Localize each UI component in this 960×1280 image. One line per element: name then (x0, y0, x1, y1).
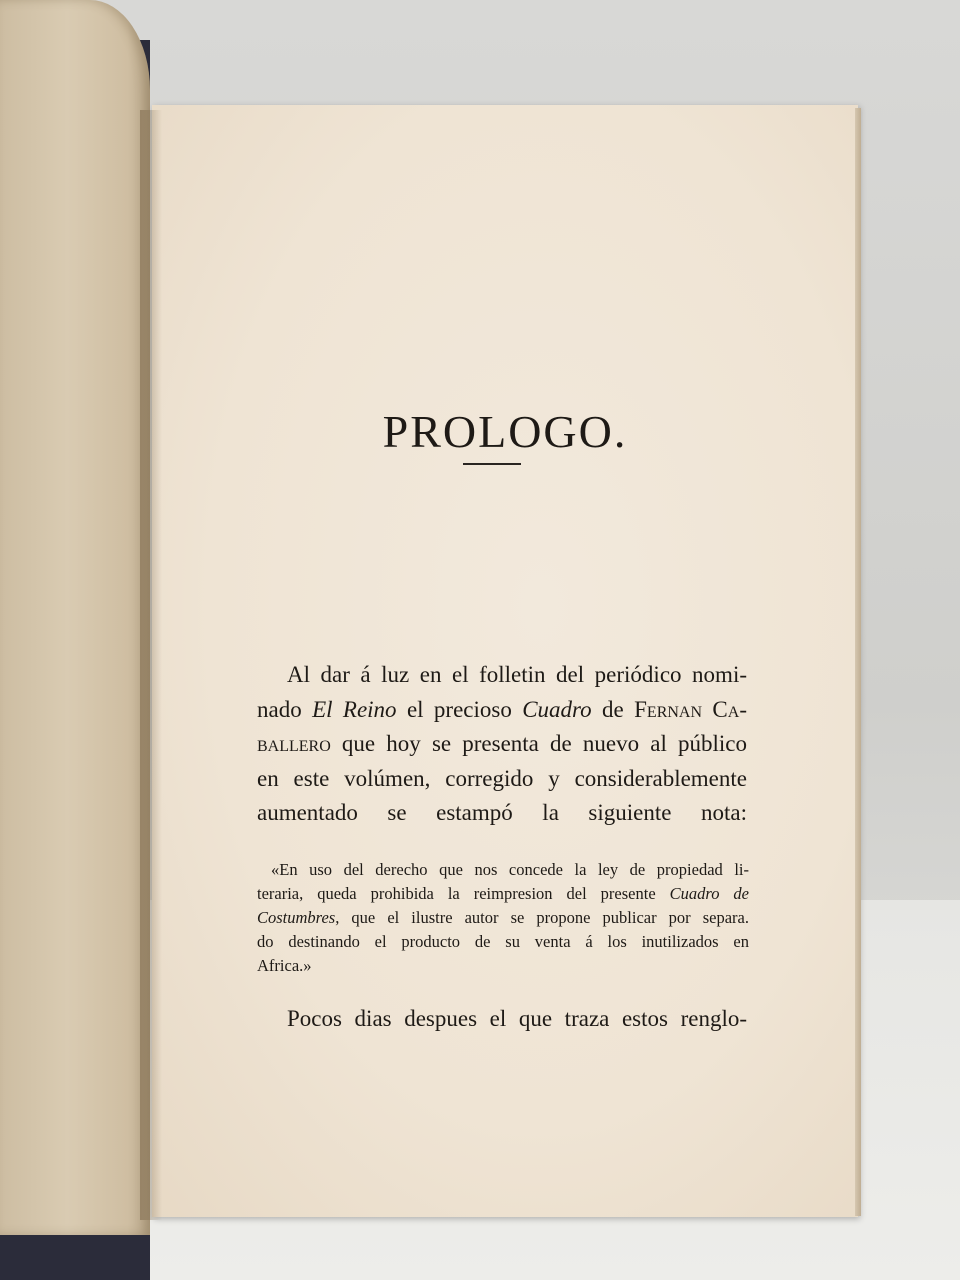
heading-rule (463, 463, 521, 465)
author-name-part-1: Fernan Ca- (634, 696, 747, 722)
text-run: teraria, queda prohibida la reimpresion del presente (257, 884, 670, 903)
paragraph-1-line-4: en este volúmen, corregido y considerablemente (257, 765, 747, 791)
author-name-part-2: ballero (257, 731, 331, 756)
italic-word-cuadro: Cuadro (522, 696, 592, 722)
book-gutter (140, 110, 162, 1220)
note-line-5: Africa.» (257, 956, 312, 975)
paragraph-1-line-2 (257, 693, 747, 728)
italic-costumbres: Costumbres (257, 908, 336, 927)
note-line-4: do destinando el producto de su venta á los inutilizados en (257, 932, 749, 951)
page-edge (855, 108, 861, 1216)
quoted-note (257, 858, 749, 978)
text-run: el precioso (396, 696, 523, 722)
italic-cuadro-de: Cuadro de (669, 884, 749, 903)
text-run: que hoy se presenta de nuevo al público (330, 731, 747, 756)
paragraph-1-line-5: aumentado se estampó la siguiente nota: (257, 800, 747, 825)
text-run: de (591, 696, 635, 722)
note-line-1: «En uso del derecho que nos concede la ley de propiedad li- (271, 860, 749, 879)
note-line-2 (257, 882, 749, 906)
left-page (0, 0, 150, 1235)
paragraph-1-line-3 (257, 727, 747, 762)
note-line-3 (257, 906, 749, 930)
text-run: , que el ilustre autor se propone publicar por separa. (335, 908, 749, 927)
italic-title-el-reino: El Reino (312, 696, 397, 722)
text-run: nado (257, 696, 313, 722)
paragraph-1-line-1: Al dar á luz en el folletin del periódico nomi- (287, 662, 747, 687)
paragraph-1 (257, 658, 747, 831)
page-heading: PROLOGO. (382, 406, 628, 457)
paragraph-2-line-1: Pocos dias despues el que traza estos renglo- (287, 1006, 747, 1031)
paragraph-2 (257, 1002, 747, 1037)
